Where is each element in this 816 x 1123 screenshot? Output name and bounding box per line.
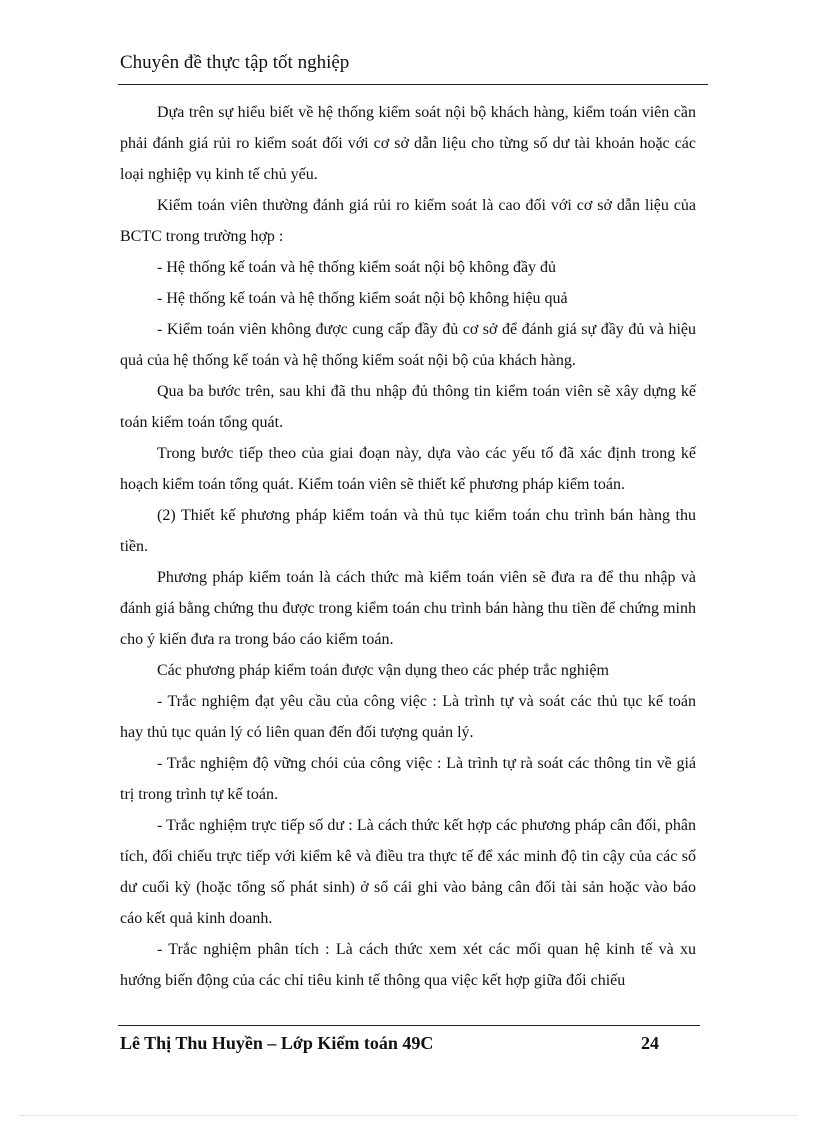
paragraph: Dựa trên sự hiểu biết về hệ thống kiểm soát nội bộ khách hàng, kiểm toán viên cần phải đánh giá rủi ro kiểm soát đối với cơ sở dẫn liệu cho từng số dư tài khoản hoặc các loại nghiệp vụ kinh tế chủ yếu. <box>120 104 696 183</box>
paragraph: Phương pháp kiểm toán là cách thức mà kiểm toán viên sẽ đưa ra để thu nhập và đánh giá bằng chứng thu được trong kiểm toán chu trình bán hàng thu tiền để chứng minh cho ý kiến đưa ra trong báo cáo kiểm toán. <box>120 569 696 648</box>
page-edge <box>20 1115 796 1116</box>
list-item: - Hệ thống kế toán và hệ thống kiểm soát nội bộ không hiệu quả <box>157 290 568 307</box>
list-item: - Kiểm toán viên không được cung cấp đầy đủ cơ sở để đánh giá sự đầy đủ và hiệu quả của hệ thống kế toán và hệ thống kiểm soát nội bộ của khách hàng. <box>120 321 696 369</box>
list-item: - Trắc nghiệm trực tiếp số dư : Là cách thức kết hợp các phương pháp cân đối, phân tích, đối chiếu trực tiếp với kiểm kê và điều tra thực tế để xác minh độ tin cậy của các số dư cuối kỳ (hoặc tổng số phát sinh) ở sổ cái ghi vào bảng cân đối tài sản hoặc vào báo cáo kết quả kinh doanh. <box>120 817 696 927</box>
footer-author: Lê Thị Thu Huyền – Lớp Kiểm toán 49C <box>120 1033 434 1053</box>
running-header: Chuyên đề thực tập tốt nghiệp <box>120 52 350 73</box>
list-item: - Trắc nghiệm phân tích : Là cách thức xem xét các mối quan hệ kinh tế và xu hướng biến động của các chỉ tiêu kinh tế thông qua việc kết hợp giữa đối chiếu <box>120 941 696 989</box>
paragraph: Kiểm toán viên thường đánh giá rủi ro kiểm soát là cao đối với cơ sở dẫn liệu của BCTC trong trường hợp : <box>120 197 696 245</box>
header-divider <box>118 84 708 85</box>
paragraph: Các phương pháp kiểm toán được vận dụng theo các phép trắc nghiệm <box>157 662 609 679</box>
section-heading: (2) Thiết kế phương pháp kiểm toán và thủ tục kiểm toán chu trình bán hàng thu tiền. <box>120 507 696 555</box>
paragraph: Qua ba bước trên, sau khi đã thu nhập đủ thông tin kiểm toán viên sẽ xây dựng kế toán kiểm toán tổng quát. <box>120 383 696 431</box>
paragraph: Trong bước tiếp theo của giai đoạn này, dựa vào các yếu tố đã xác định trong kế hoạch kiểm toán tổng quát. Kiểm toán viên sẽ thiết kế phương pháp kiểm toán. <box>120 445 696 493</box>
list-item: - Trắc nghiệm đạt yêu cầu của công việc : Là trình tự và soát các thủ tục kế toán hay thủ tục quản lý có liên quan đến đối tượng quản lý. <box>120 693 696 741</box>
list-item: - Hệ thống kế toán và hệ thống kiểm soát nội bộ không đầy đủ <box>157 259 557 276</box>
document-body <box>120 97 696 996</box>
footer-divider <box>118 1025 700 1026</box>
list-item: - Trắc nghiệm độ vững chói của công việc : Là trình tự rà soát các thông tin về giá trị trong trình tự kế toán. <box>120 755 696 803</box>
page-number: 24 <box>641 1033 659 1053</box>
